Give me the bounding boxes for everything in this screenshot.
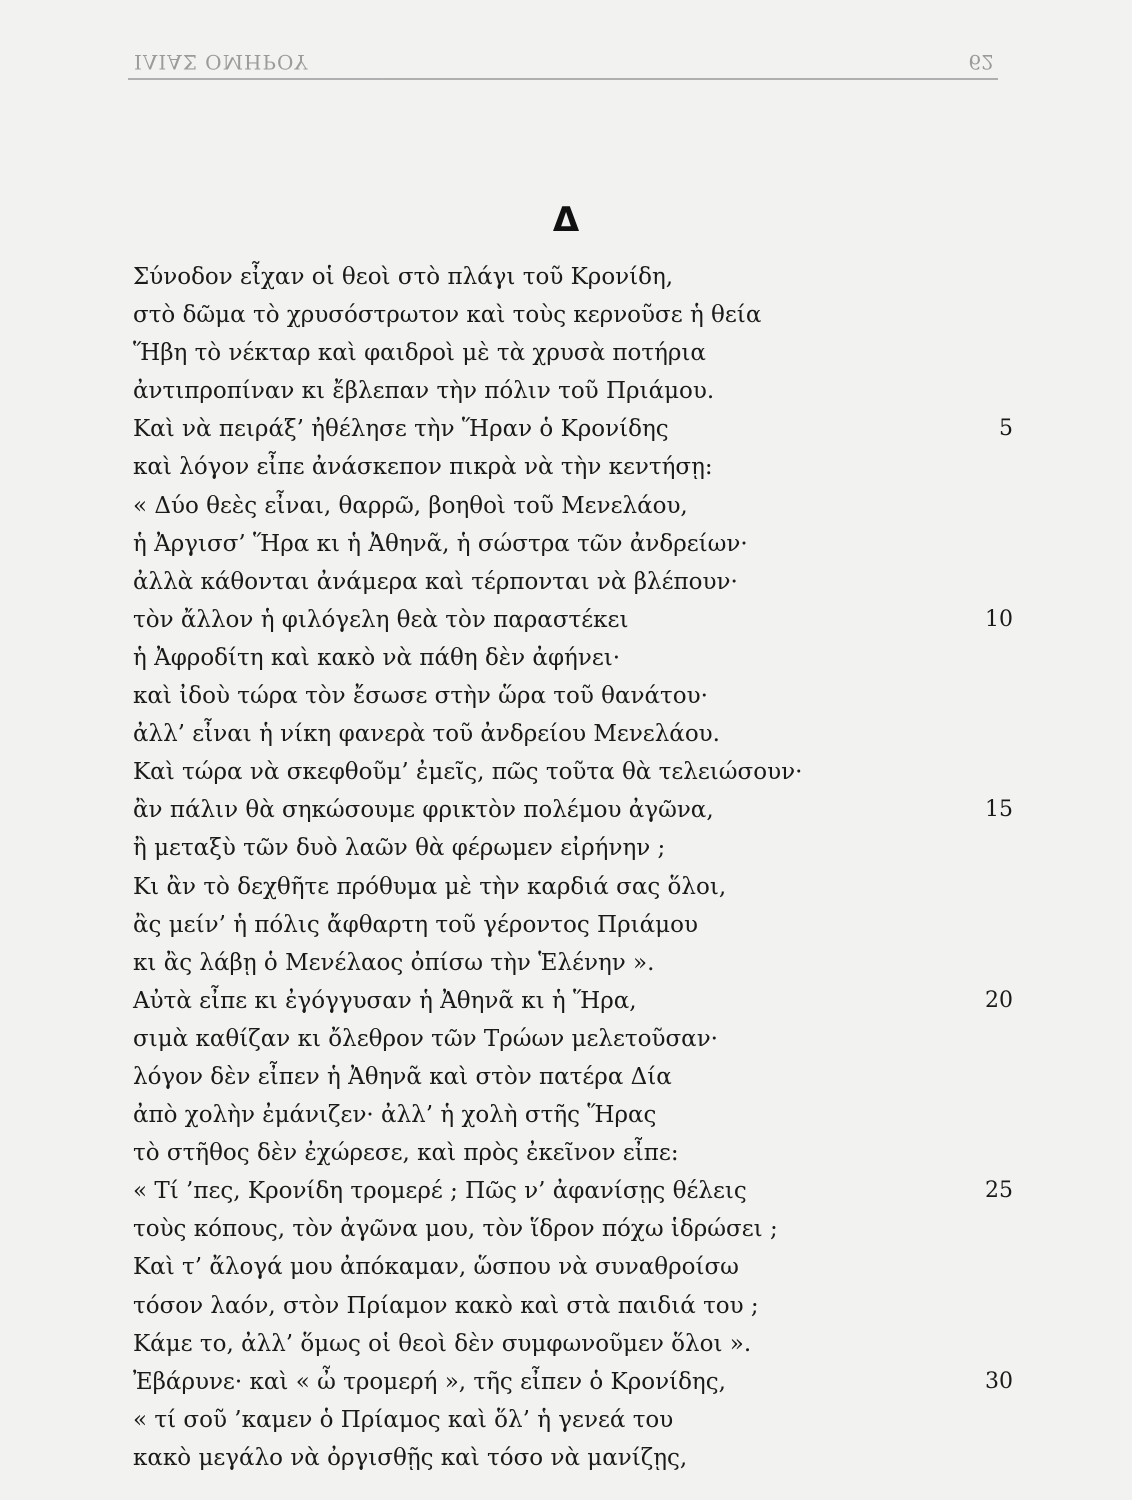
verse-text: κακὸ μεγάλο νὰ ὀργισθῇς καὶ τόσο νὰ μανίζῃς, bbox=[133, 1444, 688, 1471]
running-head bbox=[128, 44, 998, 80]
verse-text: σιμὰ καθίζαν κι ὄλεθρον τῶν Τρώων μελετοῦσαν· bbox=[133, 1025, 718, 1052]
line-number: 15 bbox=[985, 797, 1013, 823]
verse-line bbox=[133, 1401, 1013, 1439]
verse-line bbox=[133, 1439, 1013, 1477]
verse-text: ἂς μείν’ ἡ πόλις ἄφθαρτη τοῦ γέροντος Πριάμου bbox=[133, 911, 698, 938]
verse-line bbox=[133, 1287, 1013, 1325]
verse-line bbox=[133, 525, 1013, 563]
verse-text: ἂν πάλιν θὰ σηκώσουμε φρικτὸν πολέμου ἀγῶνα, bbox=[133, 797, 714, 824]
verse-text: ἀλλὰ κάθονται ἀνάμερα καὶ τέρπονται νὰ βλέπουν· bbox=[133, 568, 738, 595]
verse-line bbox=[133, 753, 1013, 791]
verse-line bbox=[133, 829, 1013, 867]
verse-text: Αὐτὰ εἶπε κι ἐγόγγυσαν ἡ Ἀθηνᾶ κι ἡ Ἥρα, bbox=[133, 987, 637, 1014]
verse-text: Ἐβάρυνε· καὶ « ὦ τρομερή », τῆς εἶπεν ὁ Κρονίδης, bbox=[133, 1368, 726, 1395]
verse-line bbox=[133, 563, 1013, 601]
verse-line bbox=[133, 258, 1013, 296]
verse-line bbox=[133, 334, 1013, 372]
verse-line bbox=[133, 410, 1013, 448]
verse-line bbox=[133, 906, 1013, 944]
verse-line bbox=[133, 372, 1013, 410]
verse-line bbox=[133, 868, 1013, 906]
running-head-title: ΙΛΙΑΣ ΟΜΗΡΟΥ bbox=[134, 50, 309, 74]
line-number: 30 bbox=[985, 1368, 1013, 1394]
line-number: 5 bbox=[999, 416, 1013, 442]
verse-text: Σύνοδον εἶχαν οἱ θεοὶ στὸ πλάγι τοῦ Κρονίδη, bbox=[133, 264, 674, 290]
verse-text: « τί σοῦ ’καμεν ὁ Πρίαμος καὶ ὅλ’ ἡ γενεά του bbox=[133, 1406, 674, 1433]
verse-text: Κάμε το, ἀλλ’ ὅμως οἱ θεοὶ δὲν συμφωνοῦμεν ὅλοι ». bbox=[133, 1330, 752, 1357]
verse-text: τὸν ἄλλον ἡ φιλόγελη θεὰ τὸν παραστέκει bbox=[133, 606, 629, 633]
verse-line bbox=[133, 1248, 1013, 1286]
verse-text: ἢ μεταξὺ τῶν δυὸ λαῶν θὰ φέρωμεν εἰρήνην ; bbox=[133, 835, 666, 862]
verse-text: τοὺς κόπους, τὸν ἀγῶνα μου, τὸν ἵδρον πόχω ἱδρώσει ; bbox=[133, 1216, 778, 1243]
verse-text: καὶ ἰδοὺ τώρα τὸν ἔσωσε στὴν ὥρα τοῦ θανάτου· bbox=[133, 683, 708, 710]
verse-line bbox=[133, 448, 1013, 486]
verse-text: τόσον λαόν, στὸν Πρίαμον κακὸ καὶ στὰ παιδιά του ; bbox=[133, 1292, 759, 1319]
verse-line bbox=[133, 715, 1013, 753]
verse-line bbox=[133, 639, 1013, 677]
verse-text: ἀντιπροπίναν κι ἔβλεπαν τὴν πόλιν τοῦ Πριάμου. bbox=[133, 378, 715, 405]
verse-line bbox=[133, 1096, 1013, 1134]
verse-text: Καὶ τ’ ἄλογά μου ἀπόκαμαν, ὥσπου νὰ συναθροίσω bbox=[133, 1254, 739, 1281]
poem-text bbox=[133, 258, 1013, 1477]
verse-line bbox=[133, 677, 1013, 715]
verse-line bbox=[133, 1325, 1013, 1363]
verse-line bbox=[133, 296, 1013, 334]
verse-text: Καὶ νὰ πειράξ’ ἠθέλησε τὴν Ἥραν ὁ Κρονίδης bbox=[133, 416, 669, 443]
book-heading-letter: Δ bbox=[552, 200, 580, 240]
verse-line bbox=[133, 1363, 1013, 1401]
verse-text: ἡ Ἀφροδίτη καὶ κακὸ νὰ πάθη δὲν ἀφήνει· bbox=[133, 644, 621, 671]
verse-text: στὸ δῶμα τὸ χρυσόστρωτον καὶ τοὺς κερνοῦσε ἡ θεία bbox=[133, 302, 762, 329]
verse-line bbox=[133, 601, 1013, 639]
verse-text: ἀπὸ χολὴν ἐμάνιζεν· ἀλλ’ ἡ χολὴ στῆς Ἥρας bbox=[133, 1102, 657, 1129]
verse-text: καὶ λόγον εἶπε ἀνάσκεπον πικρὰ νὰ τὴν κεντήσῃ: bbox=[133, 454, 713, 481]
verse-line bbox=[133, 1058, 1013, 1096]
verse-text: Κι ἂν τὸ δεχθῆτε πρόθυμα μὲ τὴν καρδιά σας ὅλοι, bbox=[133, 873, 727, 900]
line-number: 10 bbox=[985, 606, 1013, 632]
verse-line bbox=[133, 487, 1013, 525]
verse-text: Ἥβη τὸ νέκταρ καὶ φαιδροὶ μὲ τὰ χρυσὰ ποτήρια bbox=[133, 340, 706, 367]
verse-line bbox=[133, 1020, 1013, 1058]
verse-text: ἡ Ἀργισσ’ Ἥρα κι ἡ Ἀθηνᾶ, ἡ σώστρα τῶν ἀνδρείων· bbox=[133, 530, 748, 557]
verse-line bbox=[133, 1172, 1013, 1210]
verse-line bbox=[133, 982, 1013, 1020]
verse-text: τὸ στῆθος δὲν ἐχώρεσε, καὶ πρὸς ἐκεῖνον εἶπε: bbox=[133, 1140, 679, 1167]
verse-line bbox=[133, 1210, 1013, 1248]
line-number: 25 bbox=[985, 1178, 1013, 1204]
verse-text: λόγον δὲν εἶπεν ἡ Ἀθηνᾶ καὶ στὸν πατέρα Δία bbox=[133, 1063, 672, 1090]
verse-line bbox=[133, 791, 1013, 829]
verse-text: « Τί ’πες, Κρονίδη τρομερέ ; Πῶς ν’ ἀφανίσῃς θέλεις bbox=[133, 1178, 747, 1205]
verse-text: κι ἂς λάβῃ ὁ Μενέλαος ὀπίσω τὴν Ἑλένην ». bbox=[133, 949, 655, 976]
verse-text: « Δύο θεὲς εἶναι, θαρρῶ, βοηθοὶ τοῦ Μενελάου, bbox=[133, 492, 688, 519]
verse-line bbox=[133, 1134, 1013, 1172]
verse-text: ἀλλ’ εἶναι ἡ νίκη φανερὰ τοῦ ἀνδρείου Μενελάου. bbox=[133, 721, 720, 748]
verse-line bbox=[133, 944, 1013, 982]
line-number: 20 bbox=[985, 987, 1013, 1013]
verse-text: Καὶ τώρα νὰ σκεφθοῦμ’ ἐμεῖς, πῶς τοῦτα θὰ τελειώσουν· bbox=[133, 759, 803, 786]
page-number: 62 bbox=[968, 50, 994, 74]
